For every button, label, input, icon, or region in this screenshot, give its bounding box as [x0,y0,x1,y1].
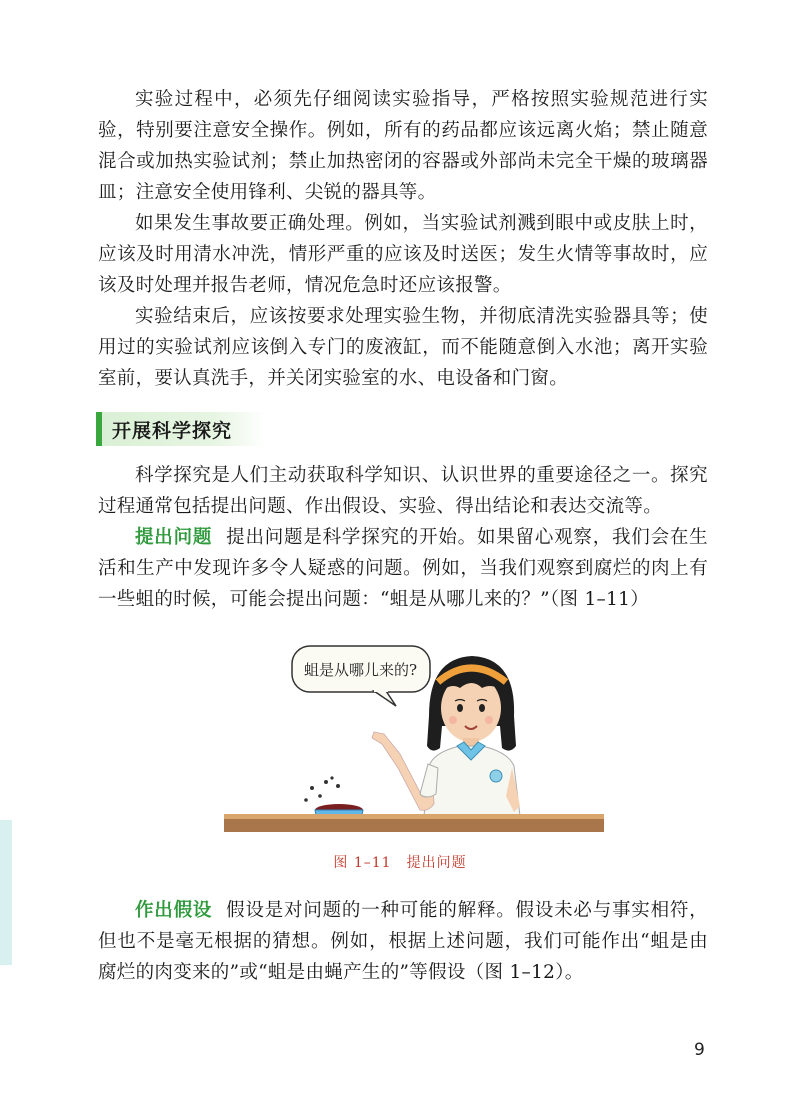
term-hypothesis: 作出假设 [135,900,213,921]
paragraph-cleanup: 实验结束后，应该按要求处理实验生物，并彻底清洗实验器具等；使用过的实验试剂应该倒入专门的废液缸，而不能随意倒入水池；离开实验室前，要认真洗手，并关闭实验室的水、电设备和门窗。 [98,306,708,389]
figure-caption: 图 1–11 提出问题 [333,855,467,871]
paragraph-intro: 科学探究是人们主动获取科学知识、认识世界的重要途径之一。探究过程通常包括提出问题、作出假设、实验、得出结论和表达交流等。 [98,465,708,517]
ask-question-text: 提出问题是科学探究的开始。如果留心观察，我们会在生活和生产中发现许多令人疑惑的问题。例如，当我们观察到腐烂的肉上有一些蛆的时候，可能会提出问题：“蛆是从哪儿来的？”（图 1–11） [98,527,708,610]
speech-bubble-text: 蛆是从哪儿来的? [304,661,418,679]
girl-illustration [224,636,604,836]
page-edge-tab [0,820,12,965]
paragraph-ask-question [98,522,708,615]
hypothesis-text: 假设是对问题的一种可能的解释。假设未必与事实相符，但也不是毫无根据的猜想。例如，根据上述问题，我们可能作出“蛆是由腐烂的肉变来的”或“蛆是由蝇产生的”等假设（图 1–12）。 [98,900,708,983]
section-title: 开展科学探究 [112,420,233,442]
page-number: 9 [694,1040,705,1060]
section-accent-bar [96,412,102,446]
paragraph-accident: 如果发生事故要正确处理。例如，当实验试剂溅到眼中或皮肤上时，应该及时用清水冲洗，情形严重的应该及时送医；发生火情等事故时，应该及时处理并报告老师，情况危急时还应该报警。 [98,213,708,296]
figure-girl-asking [224,636,604,836]
term-ask-question: 提出问题 [135,527,213,548]
section-heading [96,412,266,446]
paragraph-safety: 实验过程中，必须先仔细阅读实验指导，严格按照实验规范进行实验，特别要注意安全操作。例如，所有的药品都应该远离火焰；禁止随意混合或加热实验试剂；禁止加热密闭的容器或外部尚未完全干燥的玻璃器皿；注意安全使用锋利、尖锐的器具等。 [98,89,708,203]
paragraph-hypothesis [98,895,708,988]
